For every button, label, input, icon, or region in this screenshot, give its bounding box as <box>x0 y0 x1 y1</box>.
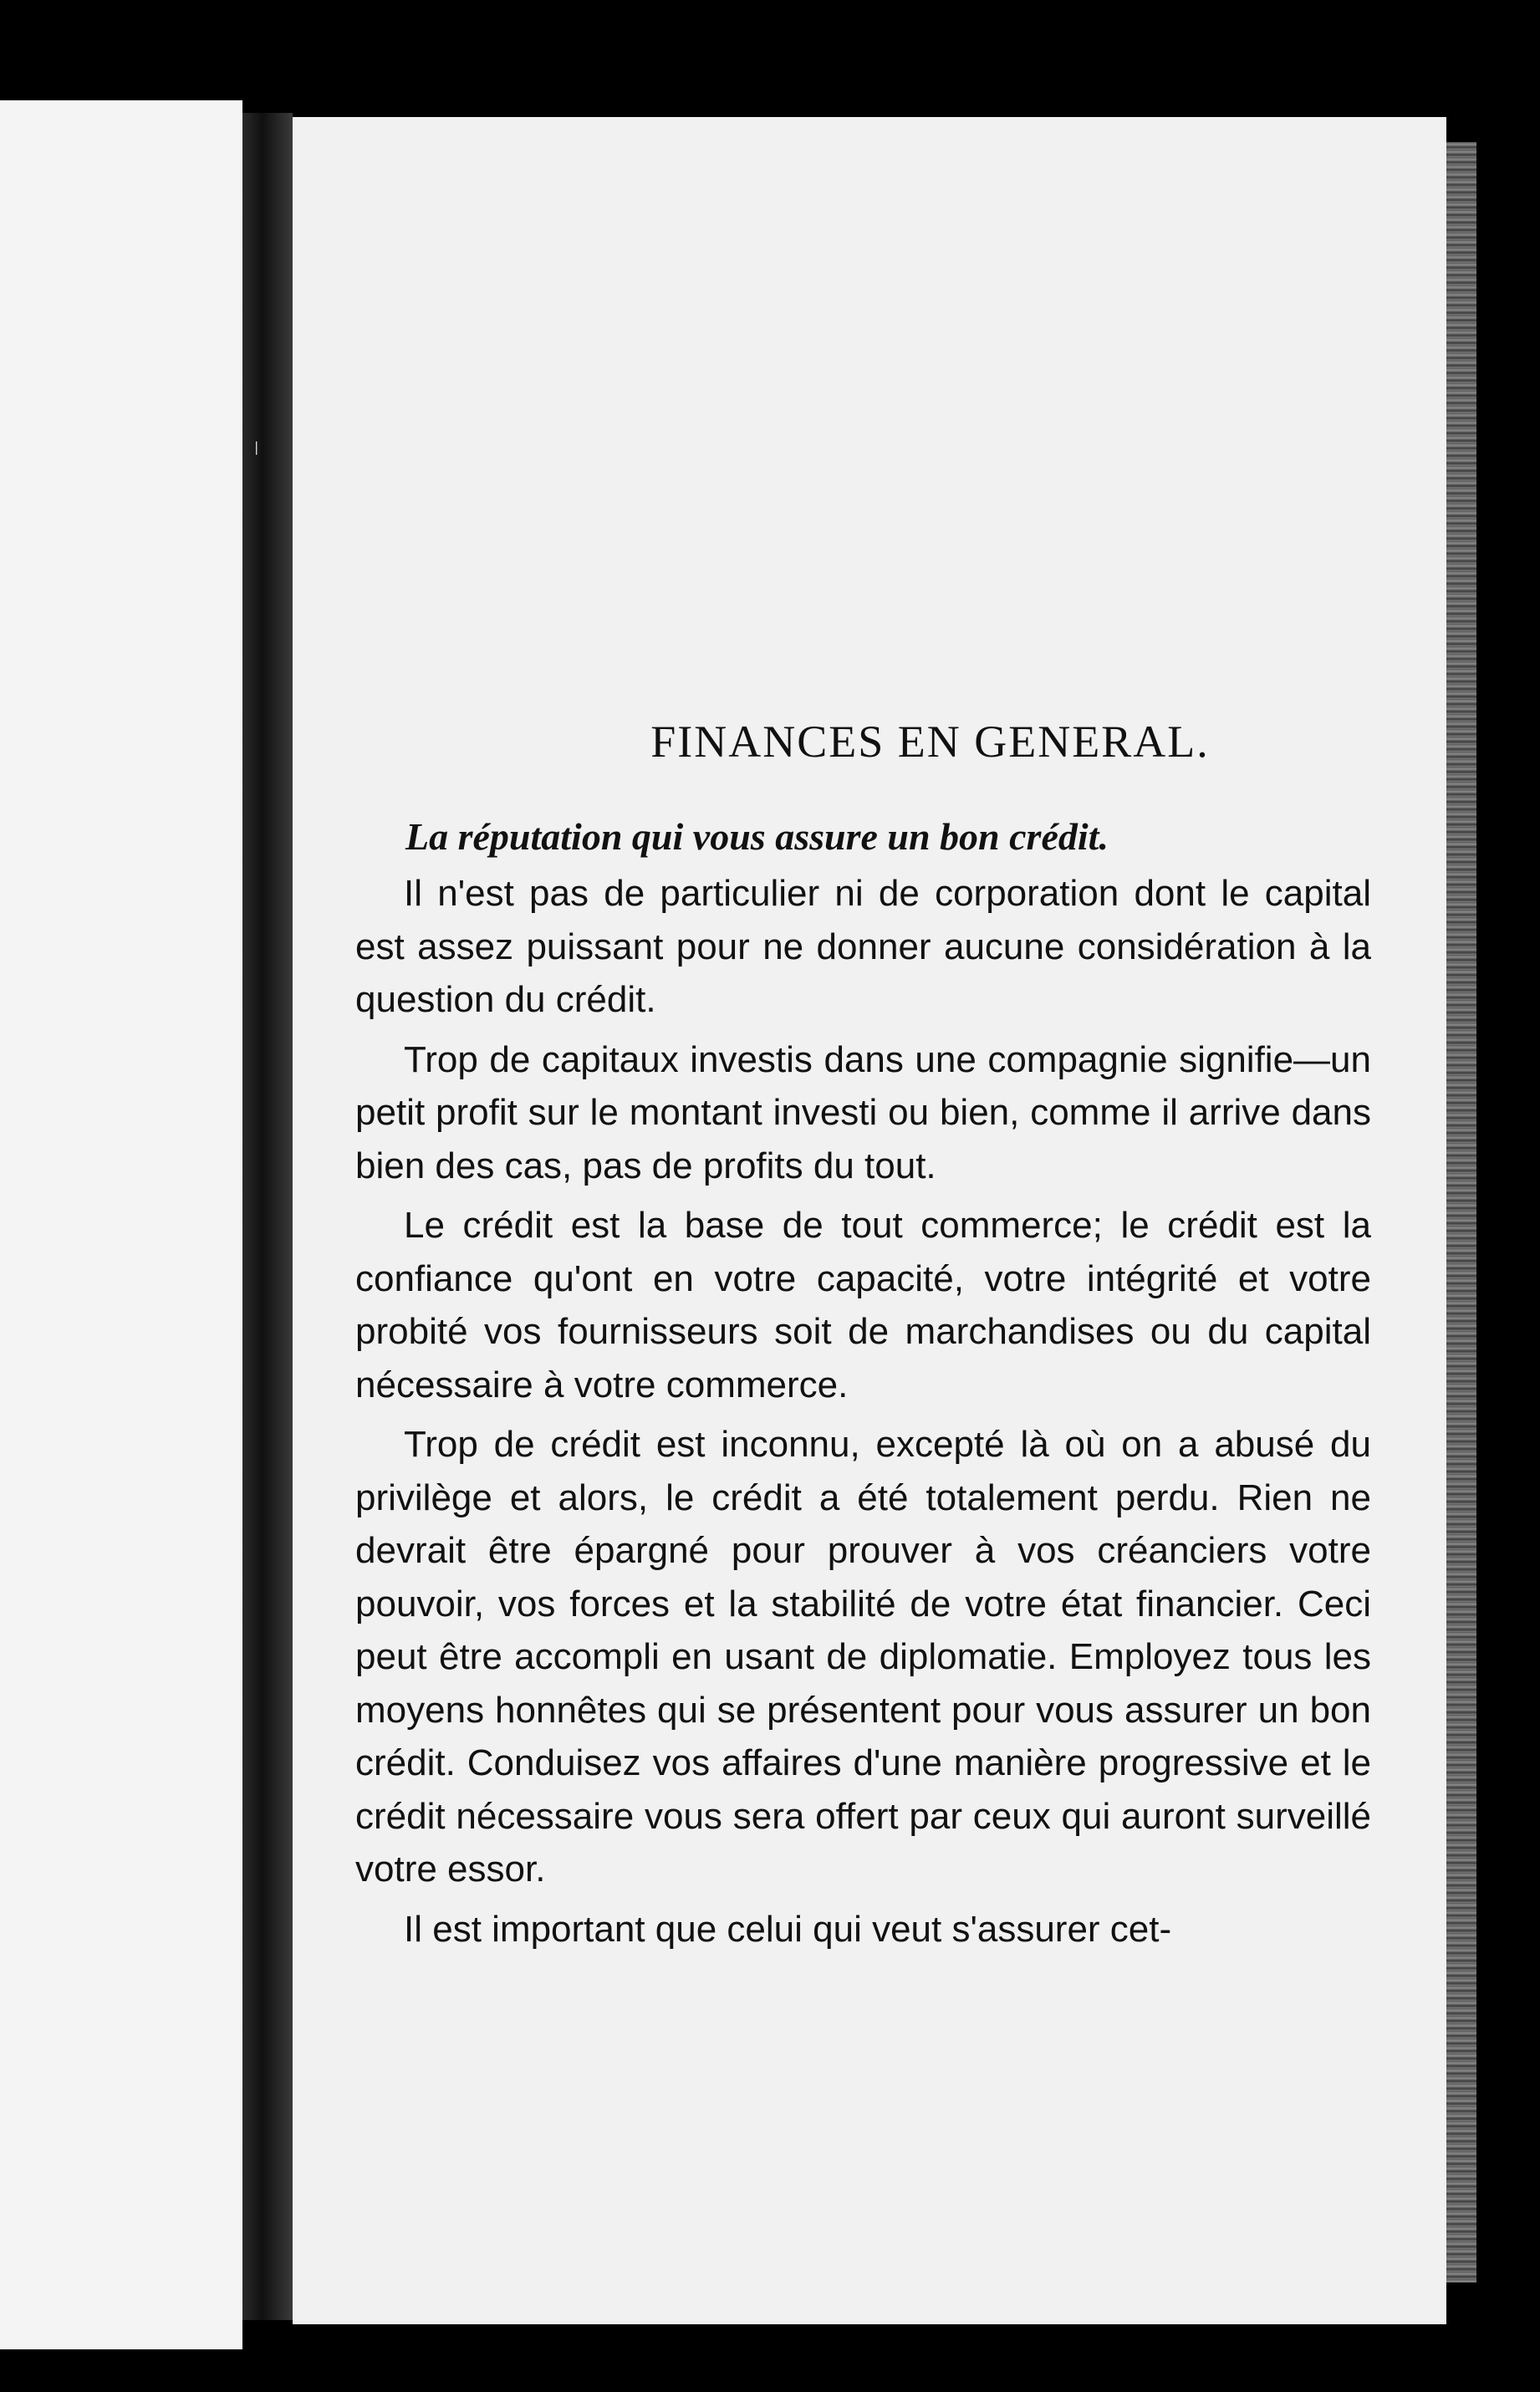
page-content <box>355 715 1371 1962</box>
spine-mark-icon: ❘ <box>251 439 263 455</box>
book-spine <box>242 113 293 2320</box>
paragraph-2: Trop de capitaux investis dans une compagnie signifie—un petit profit sur le montant investi ou bien, comme il arrive dans bien des cas, pas de profits du tout. <box>355 1038 1371 1186</box>
page-edge <box>1446 142 1476 2282</box>
paragraph-1: Il n'est pas de particulier ni de corporation dont le capital est assez puissant pour ne donner aucune considération à la question du crédit. <box>355 873 1371 1020</box>
page-heading: FINANCES EN GENERAL. <box>650 717 1210 767</box>
paragraph-4: Trop de crédit est inconnu, excepté là où on a abusé du privilège et alors, le crédit a été totalement perdu. Rien ne devrait être épargné pour prouver à vos créanciers votre pouvoir, vos forces et la stabilité de votre état financier. Ceci peut être accompli en usant de diplomatie. Employez tous les moyens honnêtes qui se présentent pour vous assurer un bon crédit. Conduisez vos affaires d'une manière progressive et le crédit nécessaire vous sera offert par ceux qui auront surveillé votre essor. <box>355 1424 1371 1890</box>
paragraph-3: Le crédit est la base de tout commerce; le crédit est la confiance qu'ont en votre capacité, votre intégrité et votre probité vos fournisseurs soit de marchandises ou du capital nécessaire à votre commerce. <box>355 1205 1371 1405</box>
section-subtitle: La réputation qui vous assure un bon crédit. <box>405 815 1109 858</box>
left-page-blank <box>0 100 242 2349</box>
paragraph-5: Il est important que celui qui veut s'assurer cet- <box>404 1908 1172 1950</box>
